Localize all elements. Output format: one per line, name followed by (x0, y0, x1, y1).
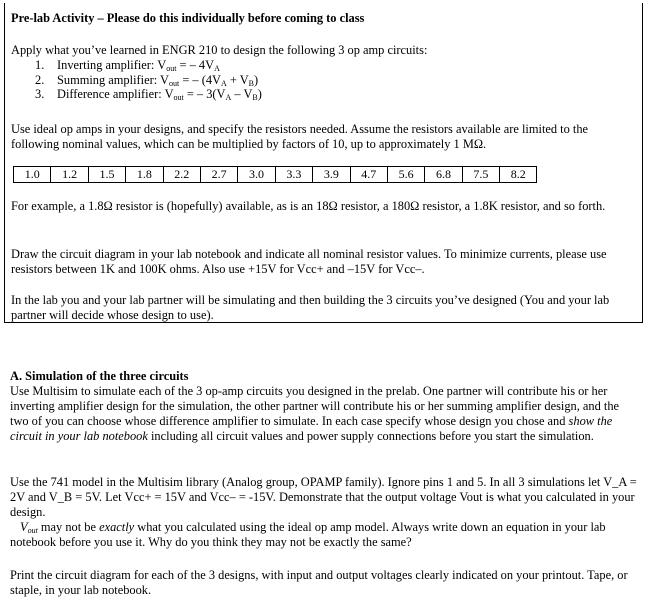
circuit-item: 2. Summing amplifier: $V_{out}$ = – $(4V_A + V_B)$ (35, 72, 259, 88)
section-a-paragraph-3: $V_{out}$ may not be exactly what you calculated using the ideal op amp model. Always write down an equation in your lab notebook before you use it. Why do you think they may not be exactly the same? (10, 520, 606, 549)
resistor-value-cell: 1.8 (126, 167, 163, 183)
resistor-value-cell: 6.8 (425, 167, 462, 183)
section-a-heading: A. Simulation of the three circuits (10, 369, 189, 383)
resistor-value-cell: 4.7 (350, 167, 387, 183)
circuit-item: 1. Inverting amplifier: $V_{out}$ = – $4V_A$ (35, 58, 220, 73)
section-a-paragraph-2: Use the 741 model in the Multisim library (Analog group, OPAMP family). Ignore pins 1 and 5. In all 3 simulations let V_A = 2V and V_B = 5V. Let Vcc+ = 15V and Vcc– = -15V. Demonstrate that the output voltage Vout is what you calculated in your design. (10, 475, 637, 519)
circuit-item: 3. Difference amplifier: $V_{out}$ = – $3(V_A - V_B)$ (35, 87, 262, 102)
resistor-value-cell: 1.2 (51, 167, 88, 183)
circuit-list (11, 58, 262, 102)
resistor-value-cell: 2.7 (200, 167, 237, 183)
resistor-value-cell: 8.2 (500, 167, 537, 183)
resistor-value-cell: 1.0 (14, 167, 51, 183)
prelab-box (4, 3, 643, 323)
prelab-title: Pre-lab Activity – Please do this individually before coming to class (11, 11, 365, 25)
resistor-value-cell: 3.9 (313, 167, 350, 183)
section-a-paragraph-1: Use Multisim to simulate each of the 3 op-amp circuits you designed in the prelab. One partner will contribute his or her inverting amplifier design for the simulation, the other partner will contribute his or her summing amplifier design, and the two of you can choose whose difference amplifier to simulate. In each case specify whose design you chose and show the circuit in your lab notebook including all circuit values and power supply connections before you start the simulation. (10, 384, 620, 443)
resistor-value-cell: 3.0 (238, 167, 275, 183)
resistor-value-cell: 7.5 (462, 167, 499, 183)
example-paragraph: For example, a 1.8Ω resistor is (hopefully) available, as is an 18Ω resistor, a 180Ω resistor, a 1.8K resistor, and so forth. (11, 199, 606, 213)
lab-paragraph: In the lab you and your lab partner will be simulating and then building the 3 circuits you’ve designed (You and your lab partner will decide whose design to use). (11, 293, 610, 322)
section-a-paragraph-4: Print the circuit diagram for each of the 3 designs, with input and output voltages clearly indicated on your printout. Tape, or staple, in your lab notebook. (10, 568, 628, 597)
resistor-value-cell: 5.6 (387, 167, 424, 183)
draw-paragraph: Draw the circuit diagram in your lab notebook and indicate all nominal resistor values. To minimize currents, please use resistors between 1K and 100K ohms. Also use +15V for Vcc+ and –15V for Vcc–. (11, 247, 607, 276)
prelab-intro: Apply what you’ve learned in ENGR 210 to design the following 3 op amp circuits: (11, 43, 428, 57)
resistor-value-cell: 1.5 (88, 167, 125, 183)
resistor-value-cell: 3.3 (275, 167, 312, 183)
resistor-values-table (13, 166, 537, 183)
resistor-value-cell: 2.2 (163, 167, 200, 183)
ideal-opamp-paragraph: Use ideal op amps in your designs, and specify the resistors needed. Assume the resistors available are limited to the following nominal values, which can be multiplied by factors of 10, up to approximately 1 MΩ. (11, 122, 589, 151)
